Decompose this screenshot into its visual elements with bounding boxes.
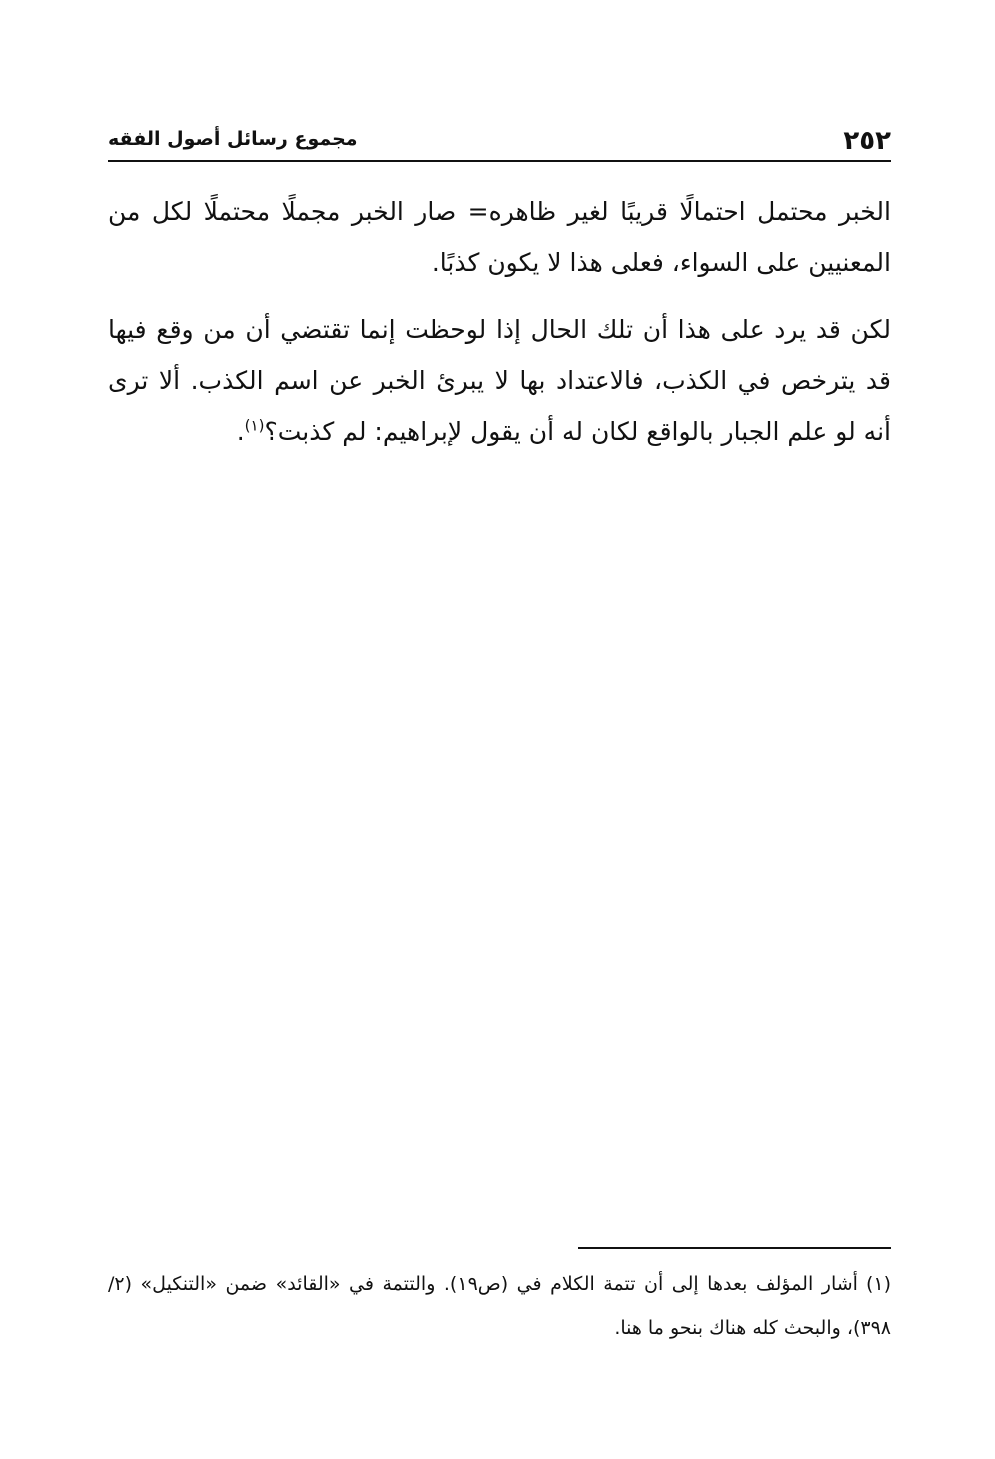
paragraph [108, 186, 891, 288]
paragraph-1-text: الخبر محتمل احتمالًا قريبًا لغير ظاهره= صار الخبر مجملًا محتملًا لكل من المعنيين على السواء، فعلى هذا لا يكون كذبًا. [108, 197, 891, 277]
header-divider [108, 160, 891, 162]
footnotes [108, 1262, 891, 1350]
footnote-item [108, 1262, 891, 1350]
main-text [108, 186, 891, 457]
footnote-reference[interactable]: (١) [244, 416, 265, 435]
running-title: مجموع رسائل أصول الفقه [108, 128, 358, 150]
paragraph-2-text: لكن قد يرد على هذا أن تلك الحال إذا لوحظت إنما تقتضي أن من وقع فيها قد يترخص في الكذب، فالاعتداد بها لا يبرئ الخبر عن اسم الكذب. ألا ترى أنه لو علم الجبار بالواقع لكان له أن يقول لإبراهيم: لم كذبت؟ [108, 315, 891, 446]
footnote-divider [578, 1247, 891, 1249]
page-number: ٢٥٢ [843, 126, 891, 156]
paragraph-2-end: . [236, 417, 245, 446]
page-header [108, 122, 891, 162]
footnote-text: أشار المؤلف بعدها إلى أن تتمة الكلام في (ص١٩). والتتمة في «القائد» ضمن «التنكيل» (٢/ ٣٩٨)، والبحث كله هناك بنحو ما هنا. [108, 1273, 891, 1339]
paragraph [108, 304, 891, 457]
footnote-marker: (١) [865, 1273, 891, 1295]
